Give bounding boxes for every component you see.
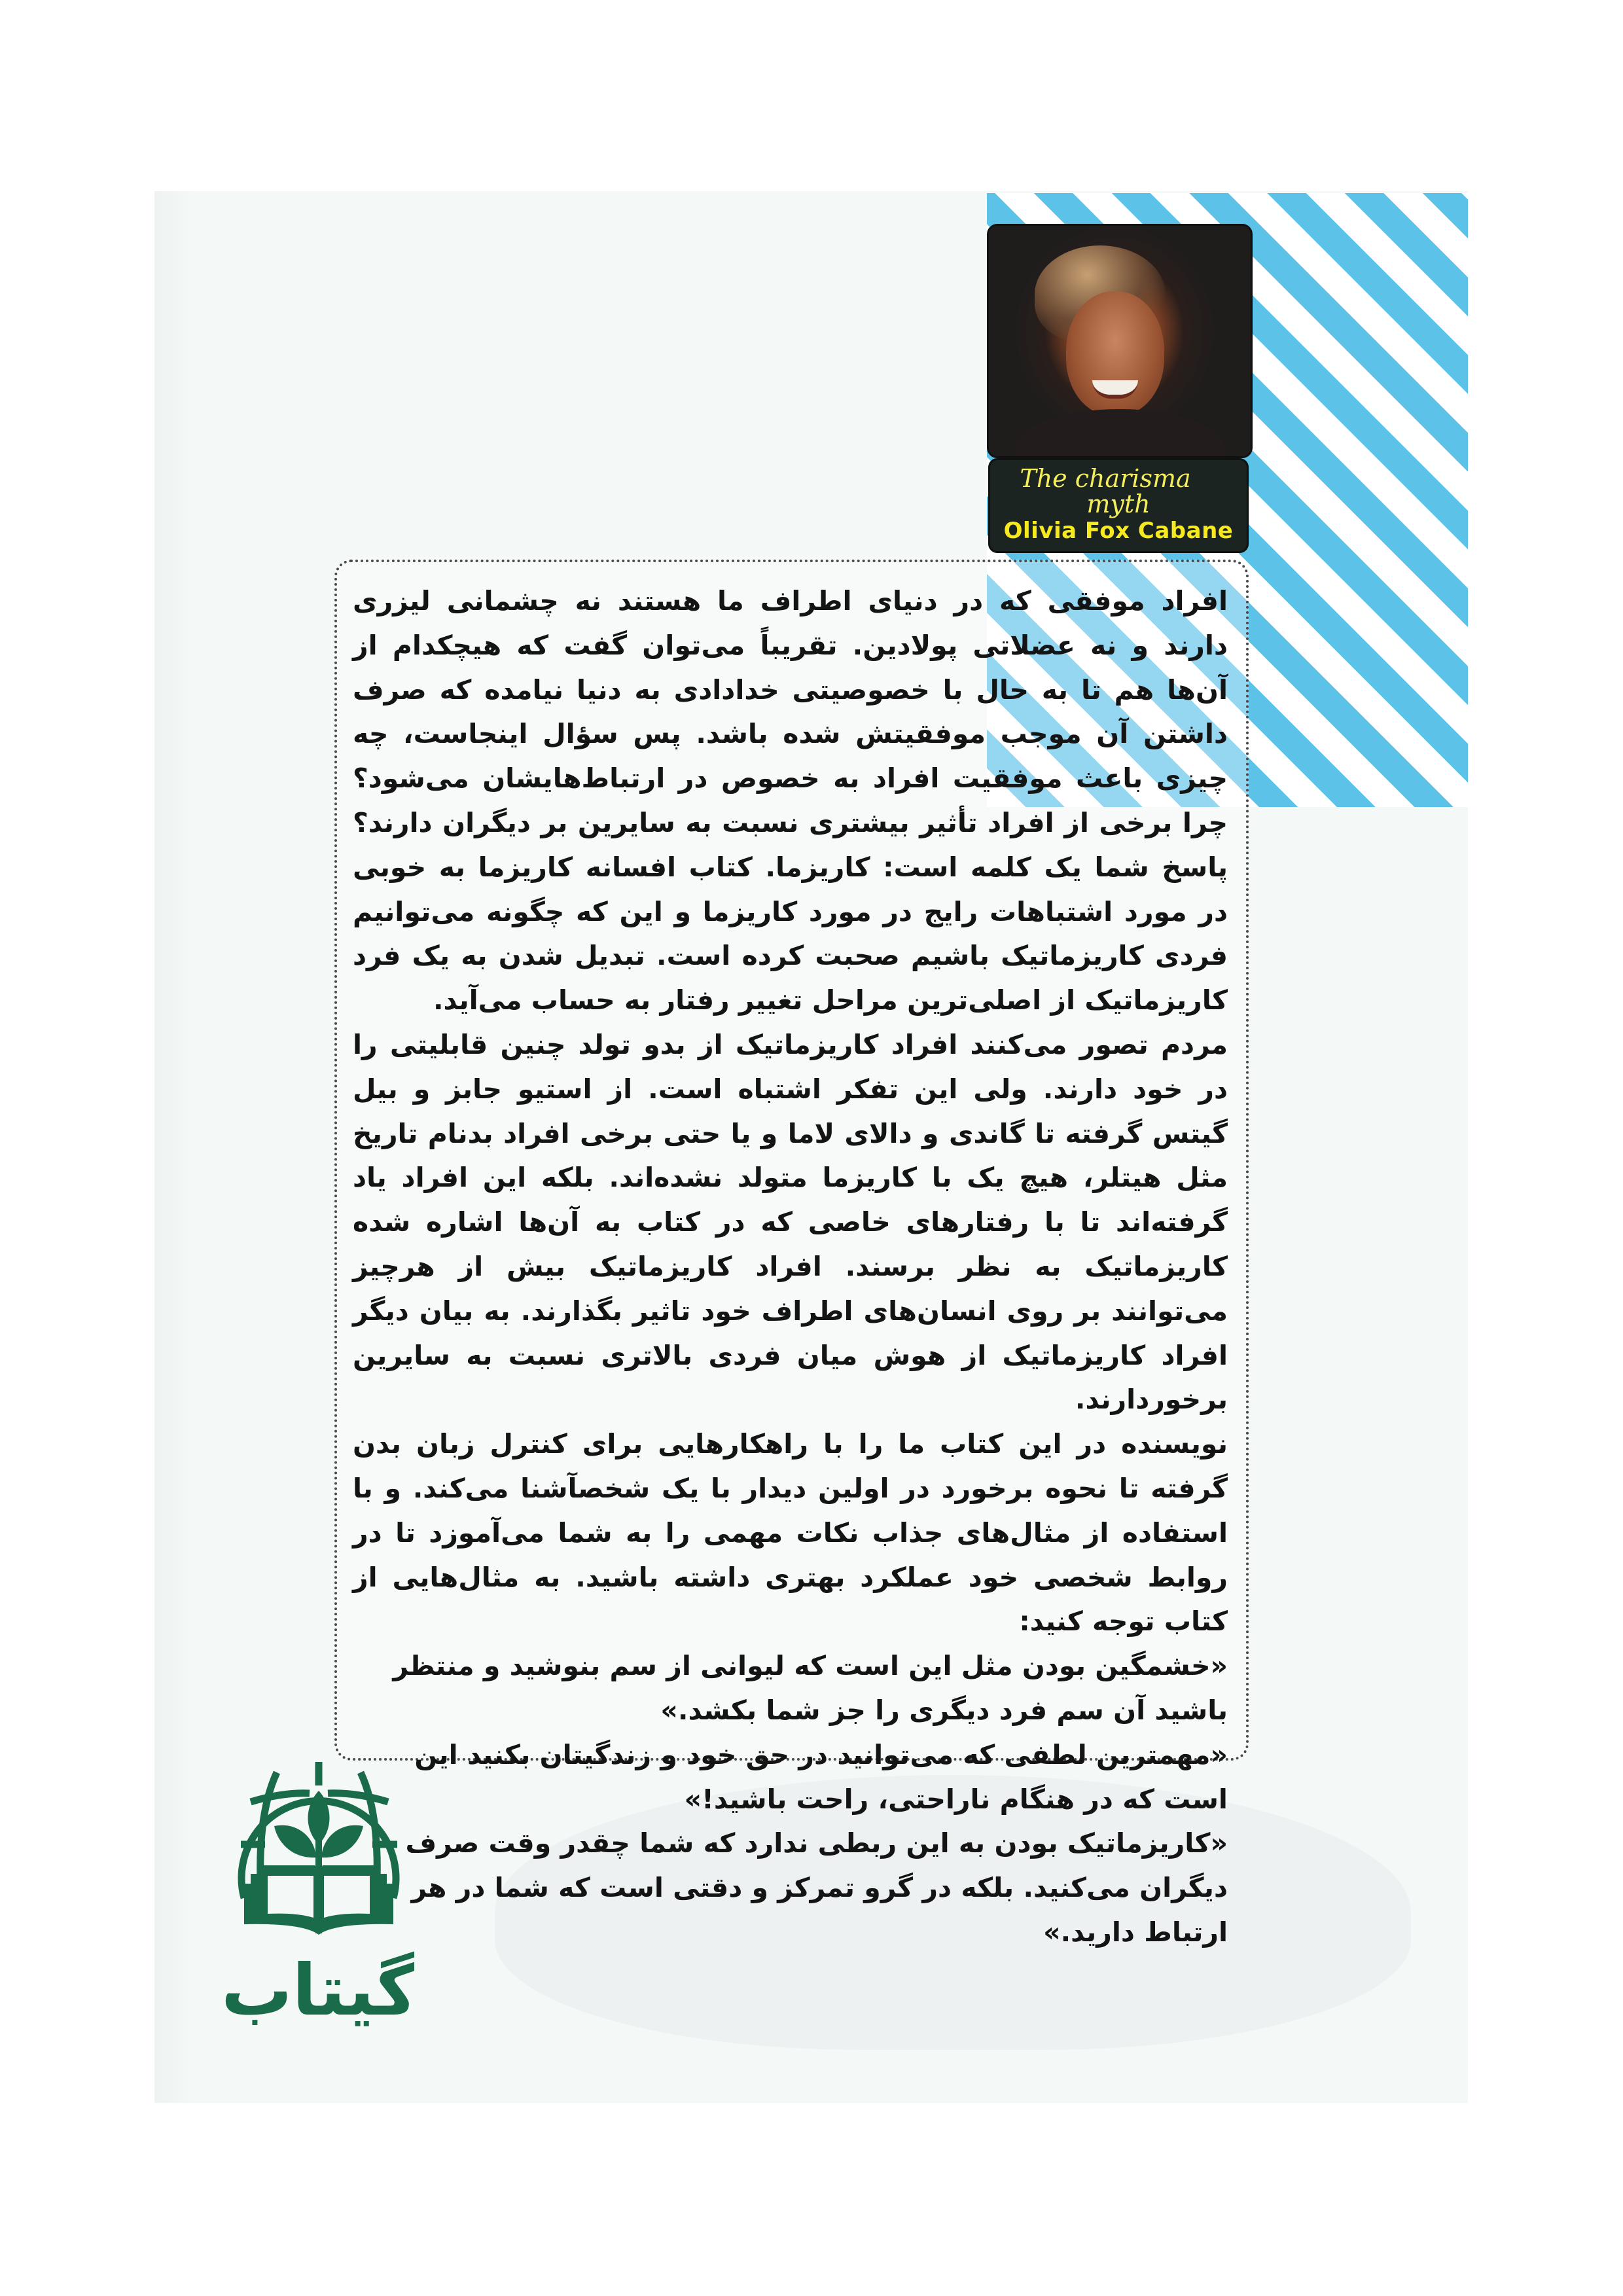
publisher-logo-text: گیتاب — [224, 1950, 414, 2032]
quote-2: «مهمترین لطفی که می‌توانید در حق خود و زندگیتان بکنید این است که در هنگام ناراحتی، راحت باشید!» — [414, 1738, 1228, 1815]
book-title-line-1: The charisma — [1020, 464, 1191, 493]
logo-leaf-left — [274, 1825, 316, 1857]
book-title-line-2: myth — [1086, 490, 1150, 518]
logo-leaf-right — [321, 1825, 363, 1857]
logo-book-page-right — [324, 1876, 370, 1918]
book-title-box — [988, 458, 1249, 553]
description-box — [334, 560, 1249, 1948]
quote-3: «کاریزماتیک بودن به این ربطی ندارد که شما چقدر وقت صرف دیگران می‌کنید. بلکه در گرو تمرکز و دقتی است که شما در هر ارتباط دارید.» — [405, 1827, 1228, 1948]
logo-book-page-left — [268, 1876, 313, 1918]
globe-book-sprout-icon — [224, 1746, 414, 2041]
publisher-logo — [224, 1746, 414, 2041]
spine-shade — [154, 191, 194, 2103]
description-paragraph-3: نویسنده در این کتاب ما را با راهکارهایی برای کنترل زبان بدن گرفته تا نحوه برخورد در اولین دیدار با یک شخصآشنا می‌کند. و با استفاده از مثال‌های جذاب نکات مهمی را به شما می‌آموزد تا در روابط شخصی خود عملکرد بهتری داشته باشید. به مثال‌هایی از کتاب توجه کنید: — [353, 1428, 1228, 1638]
author-photo — [987, 224, 1253, 458]
book-back-cover — [154, 191, 1468, 2103]
description-paragraph-2: مردم تصور می‌کنند افراد کاریزماتیک از بدو تولد چنین قابلیتی را در خود دارند. ولی این تفکر اشتباه است. از استیو جابز و بیل گیتس گرفته تا گاندی و دالای لاما و یا حتی برخی افراد بدنام تاریخ مثل هیتلر، هیچ یک با کاریزما متولد نشده‌اند. بلکه این افراد یاد گرفته‌اند تا با رفتارهای خاصی که در کتاب به آن‌ها اشاره شده کاریزماتیک به نظر برسند. افراد کاریزماتیک بیش از هرچیز می‌توانند بر روی انسان‌های اطراف خود تاثیر بگذارند. به بیان دیگر افراد کاریزماتیک از هوش میان فردی بالاتری نسبت به سایرین برخوردارند. — [353, 1028, 1228, 1416]
logo-book-spine — [315, 1871, 322, 1933]
author-photo-clothing — [1015, 409, 1224, 458]
quote-1: «خشمگین بودن مثل این است که لیوانی از سم بنوشید و منتظر باشید آن سم فرد دیگری را جز شما بکشد.» — [393, 1650, 1228, 1726]
author-name: Olivia Fox Cabane — [1003, 518, 1234, 544]
description-paragraph-1: افراد موفقی که در دنیای اطراف ما هستند نه چشمانی لیزری دارند و نه عضلاتی پولادین. تقریباً می‌توان گفت که هیچکدام از آن‌ها هم تا به حال با خصوصیتی خدادادی به دنیا نیامده که صرف داشتن آن موجب موفقیتش شده باشد. پس سؤال اینجاست، چه چیزی باعث موفقیت افراد به خصوص در ارتباط‌هایشان می‌شود؟ چرا برخی از افراد تأثیر بیشتری نسبت به سایرین بر دیگران دارند؟ پاسخ شما یک کلمه است: کاریزما. کتاب افسانه کاریزما به خوبی در مورد اشتباهات رایج در مورد کاریزما و این که چگونه می‌توانیم فردی کاریزماتیک باشیم صحبت کرده است. تبدیل شدن به یک فرد کاریزماتیک از اصلی‌ترین مراحل تغییر رفتار به حساب می‌آید. — [353, 585, 1228, 1016]
